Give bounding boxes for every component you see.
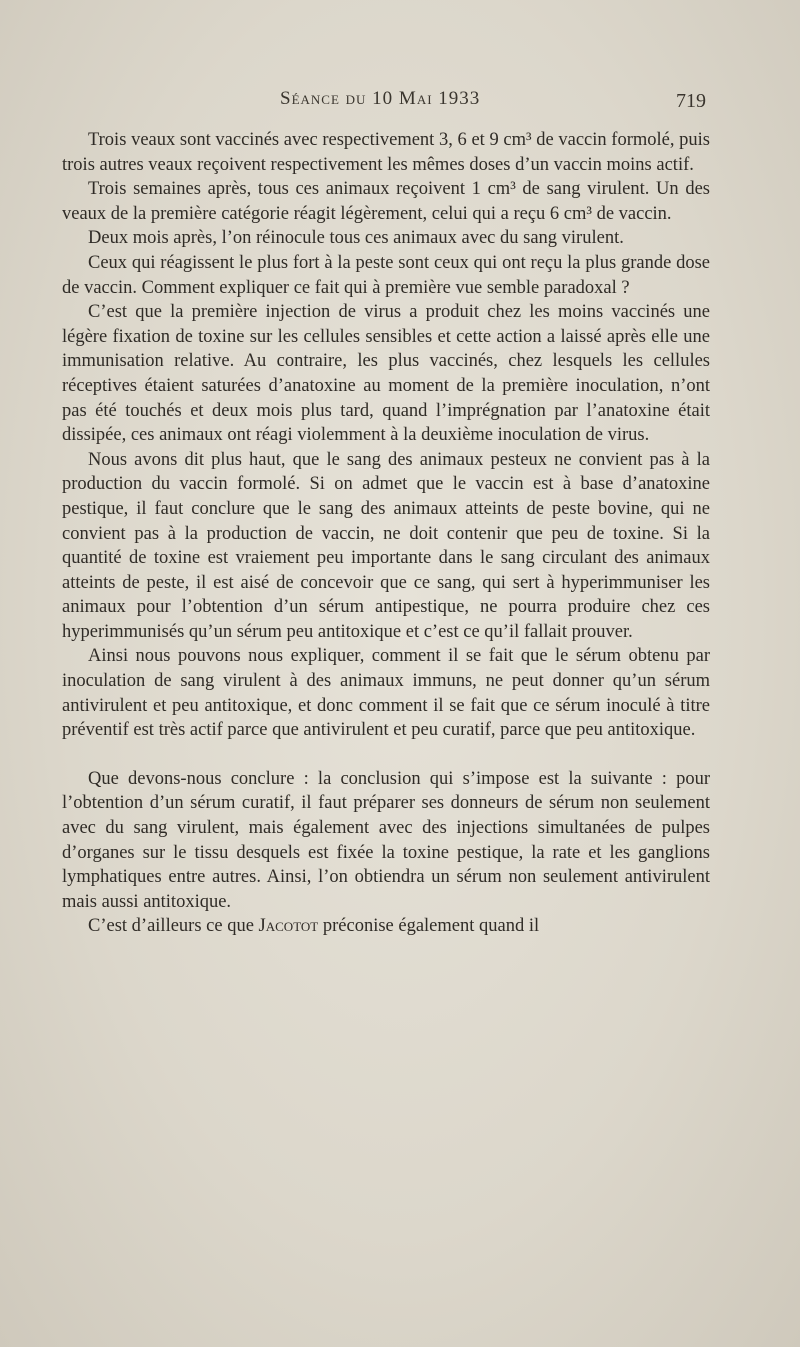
page-header [0, 88, 800, 118]
author-name: Jacotot [258, 916, 319, 937]
paragraph-1: Trois veaux sont vaccinés avec respectivement 3, 6 et 9 cm³ de vaccin formolé, puis trois autres veaux reçoivent respectivement les mêmes doses d’un vaccin moins actif. [62, 130, 710, 175]
paragraph-9 [62, 914, 710, 939]
paragraph-7: Ainsi nous pouvons nous expliquer, comment il se fait que le sérum obtenu par inoculation de sang virulent à des animaux immuns, ne peut donner qu’un sérum antivirulent et peu antitoxique, et donc comment il se fait que ce sérum inoculé à titre préventif est très actif parce que antivirulent et peu curatif, parce que peu antitoxique. [62, 646, 710, 741]
body-text [62, 128, 710, 939]
paragraph-3: Deux mois après, l’on réinocule tous ces animaux avec du sang virulent. [88, 228, 624, 249]
paragraph-4: Ceux qui réagissent le plus fort à la peste sont ceux qui ont reçu la plus grande dose de vaccin. Comment expliquer ce fait qui à première vue semble paradoxal ? [62, 252, 710, 298]
paragraph-9-start: C’est d’ailleurs ce que [88, 916, 254, 937]
running-title: Séance du 10 Mai 1933 [280, 88, 481, 109]
paragraph-8: Que devons-nous conclure : la conclusion qui s’impose est la suivante : pour l’obtention d’un sérum curatif, il faut préparer ses donneurs de sérum non seulement avec du sang virulent, mais également avec des injections simultanées de pulpes d’organes sur le tissu desquels est fixée la toxine pestique, la rate et les ganglions lymphatiques entre autres. Ainsi, l’on obtiendra un sérum non seulement antivirulent mais aussi antitoxique. [62, 768, 710, 912]
paragraph-2: Trois semaines après, tous ces animaux reçoivent 1 cm³ de sang virulent. Un des veaux de la première catégorie réagit légèrement, celui qui a reçu 6 cm³ de vaccin. [62, 179, 710, 224]
paragraph-9-end: préconise également quand il [322, 916, 540, 937]
paragraph-5: C’est que la première injection de virus a produit chez les moins vaccinés une légère fixation de toxine sur les cellules sensibles et cette action a laissé après elle une immunisation relative. Au contraire, les plus vaccinés, chez lesquels les cellules réceptives étaient saturées d’anatoxine au moment de la première inoculation, n’ont pas été touchés et deux mois plus tard, quand l’imprégnation par l’anatoxine était dissipée, ces animaux ont réagi violemment à la deuxième inoculation de virus. [62, 302, 710, 446]
paragraph-6: Nous avons dit plus haut, que le sang des animaux pesteux ne convient pas à la production du vaccin formolé. Si on admet que le vaccin est à base d’anatoxine pestique, il faut conclure que le sang des animaux atteints de peste bovine, qui ne convient pas à la production de vaccin, ne doit contenir que peu de toxine. Si la quantité de toxine est vraiement peu importante dans le sang circulant des animaux atteints de peste, il est aisé de concevoir que ce sang, qui sert à hyperimmuniser les animaux pour l’obtention d’un sérum antipestique, ne pourra produire chez ces hyperimmunisés qu’un sérum peu antitoxique et c’est ce qu’il fallait prouver. [62, 449, 710, 642]
page-number: 719 [676, 90, 706, 112]
